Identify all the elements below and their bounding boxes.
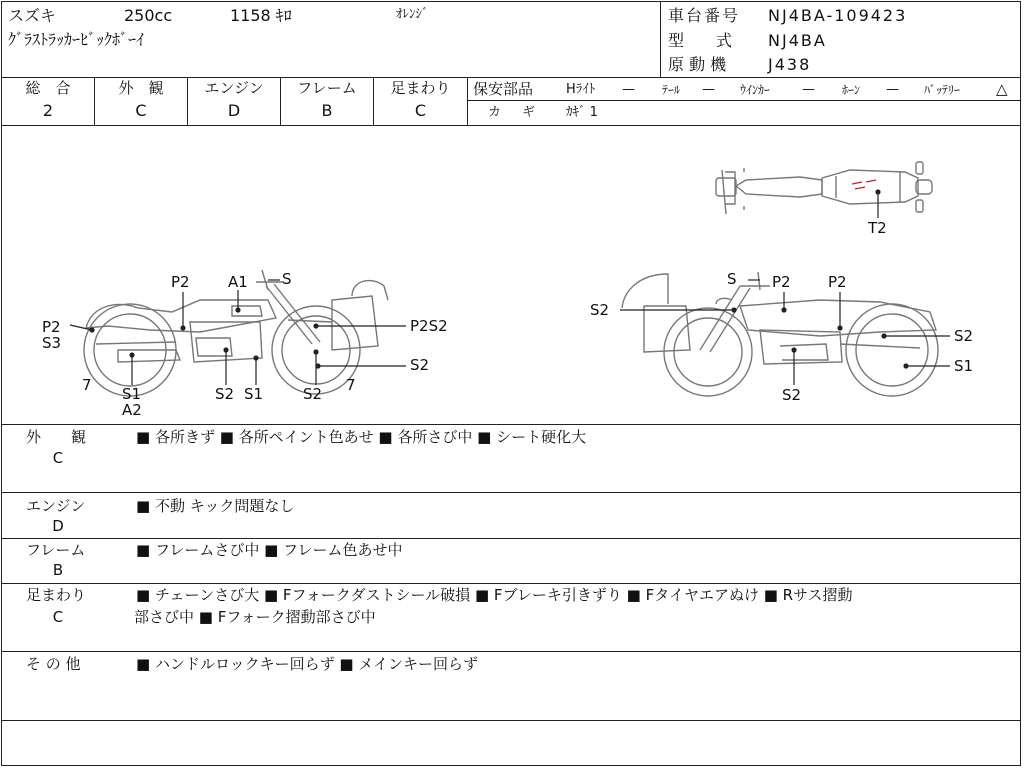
leader-dot [236, 308, 240, 312]
diagram-label: S1 [954, 357, 974, 375]
diagram-label: S2 [303, 385, 323, 403]
diagram-label: S1 [244, 385, 264, 403]
grade-label-suspension: 足まわり [390, 79, 451, 97]
notes-divider [2, 583, 1021, 584]
diagram-label: S [727, 270, 737, 288]
note-label-other: そ の 他 [26, 655, 81, 673]
diagram-label: A1 [228, 273, 248, 291]
notes-divider [2, 720, 1021, 721]
diagram-label: P2 [828, 273, 847, 291]
diagram-label: S2 [590, 301, 610, 319]
grade-value-frame: B [321, 101, 333, 120]
note-text-suspension-cont: 部さび中 ■ Fフォーク摺動部さび中 [134, 608, 376, 626]
leader-dot [732, 308, 736, 312]
note-grade-exterior: C [52, 449, 64, 467]
diagram-label: P2 [42, 318, 61, 336]
grade-label-frame: フレーム [297, 79, 357, 97]
note-text-engine: ■ 不動 キック問題なし [136, 497, 295, 515]
diagram-label: S2 [954, 327, 974, 345]
note-text-other: ■ ハンドルロックキー回らず ■ メインキー回らず [136, 655, 479, 673]
note-grade-frame: B [52, 561, 64, 579]
grade-label-exterior: 外 観 [118, 79, 164, 97]
safety-value-tail: — [702, 82, 715, 97]
note-label-suspension: 足まわり [26, 586, 87, 604]
safety-label: 保安部品 [473, 80, 534, 98]
top-view-motorcycle [716, 162, 932, 214]
safety-item-horn: ﾎｰﾝ [842, 83, 861, 97]
safety-item-winker: ｳｲﾝｶｰ [740, 83, 771, 97]
leader-dot [314, 324, 318, 328]
key-value: ｶｷﾞ 1 [566, 105, 598, 120]
diagram-label: P2S2 [410, 317, 448, 335]
note-label-exterior: 外 観 [26, 428, 87, 446]
leader-dot [90, 328, 94, 332]
safety-value-winker: — [802, 82, 815, 97]
grade-value-exterior: C [135, 101, 147, 120]
type-label: 型 式 [668, 31, 733, 50]
damage-mark [852, 180, 876, 189]
color: ｵﾚﾝｼﾞ [396, 7, 429, 22]
note-grade-engine: D [52, 517, 64, 535]
type-value: NJ4BA [768, 31, 827, 50]
diagram-label: S3 [42, 334, 62, 352]
grade-value-engine: D [227, 101, 241, 120]
displacement: 250cc [124, 6, 173, 25]
safety-value-headlight: — [622, 82, 635, 97]
diagram-label: S1 [122, 385, 142, 403]
diagram-label: S2 [782, 386, 802, 404]
leader-dot [181, 326, 185, 330]
model-name: ｸﾞﾗｽﾄﾗｯｶｰﾋﾞｯｸﾎﾞｰｲ [8, 30, 145, 49]
leader-dot [224, 348, 228, 352]
mileage: 1158 ｷﾛ [230, 6, 292, 25]
leader-dot [876, 190, 880, 194]
engine-value: J438 [768, 55, 812, 74]
diagram-label: S [282, 270, 292, 288]
safety-item-headlight: Hﾗｲﾄ [566, 82, 596, 97]
note-label-engine: エンジン [26, 497, 86, 515]
diagram-label: 7 [82, 376, 92, 394]
notes-divider [2, 492, 1021, 493]
engine-label: 原 動 機 [668, 55, 727, 74]
safety-value-battery: △ [996, 80, 1008, 98]
frame-no: NJ4BA-109423 [768, 6, 908, 25]
diagram-label: T2 [868, 219, 887, 237]
note-text-frame: ■ フレームさび中 ■ フレーム色あせ中 [136, 541, 403, 559]
grade-label-engine: エンジン [204, 79, 264, 97]
leader-dot [792, 348, 796, 352]
notes-divider [2, 651, 1021, 652]
grade-value-suspension: C [414, 101, 427, 120]
leader-dot [254, 356, 258, 360]
safety-value-horn: — [886, 82, 899, 97]
diagram-label: S2 [410, 356, 430, 374]
leader-dot [882, 334, 886, 338]
key-label: カ ギ [488, 105, 540, 120]
diagram-label: A2 [122, 401, 142, 419]
note-text-suspension: ■ チェーンさび大 ■ Fフォークダストシール破損 ■ Fブレーキ引きずり ■ Fタイヤエアぬけ ■ Rサス摺動 [136, 586, 853, 604]
diagram-label: P2 [772, 273, 791, 291]
grade-value-overall: 2 [42, 101, 54, 120]
notes-divider [2, 538, 1021, 539]
frame-no-label: 車台番号 [668, 6, 741, 25]
grade-label-overall: 総 合 [25, 79, 71, 97]
leader-dot [904, 364, 908, 368]
leader-dot [838, 326, 842, 330]
safety-item-tail: ﾃｰﾙ [662, 83, 681, 97]
safety-item-battery: ﾊﾞｯﾃﾘｰ [924, 83, 961, 97]
leader-dot [782, 308, 786, 312]
leader-dot [130, 353, 134, 357]
note-label-frame: フレーム [26, 541, 86, 559]
leader-dot [314, 350, 318, 354]
note-grade-suspension: C [52, 608, 64, 626]
maker: スズキ [8, 6, 57, 25]
diagram-label: 7 [346, 376, 356, 394]
note-text-exterior: ■ 各所きず ■ 各所ペイント色あせ ■ 各所さび中 ■ シート硬化大 [136, 428, 587, 446]
diagram-label: S2 [215, 385, 235, 403]
diagram-label: P2 [171, 273, 190, 291]
